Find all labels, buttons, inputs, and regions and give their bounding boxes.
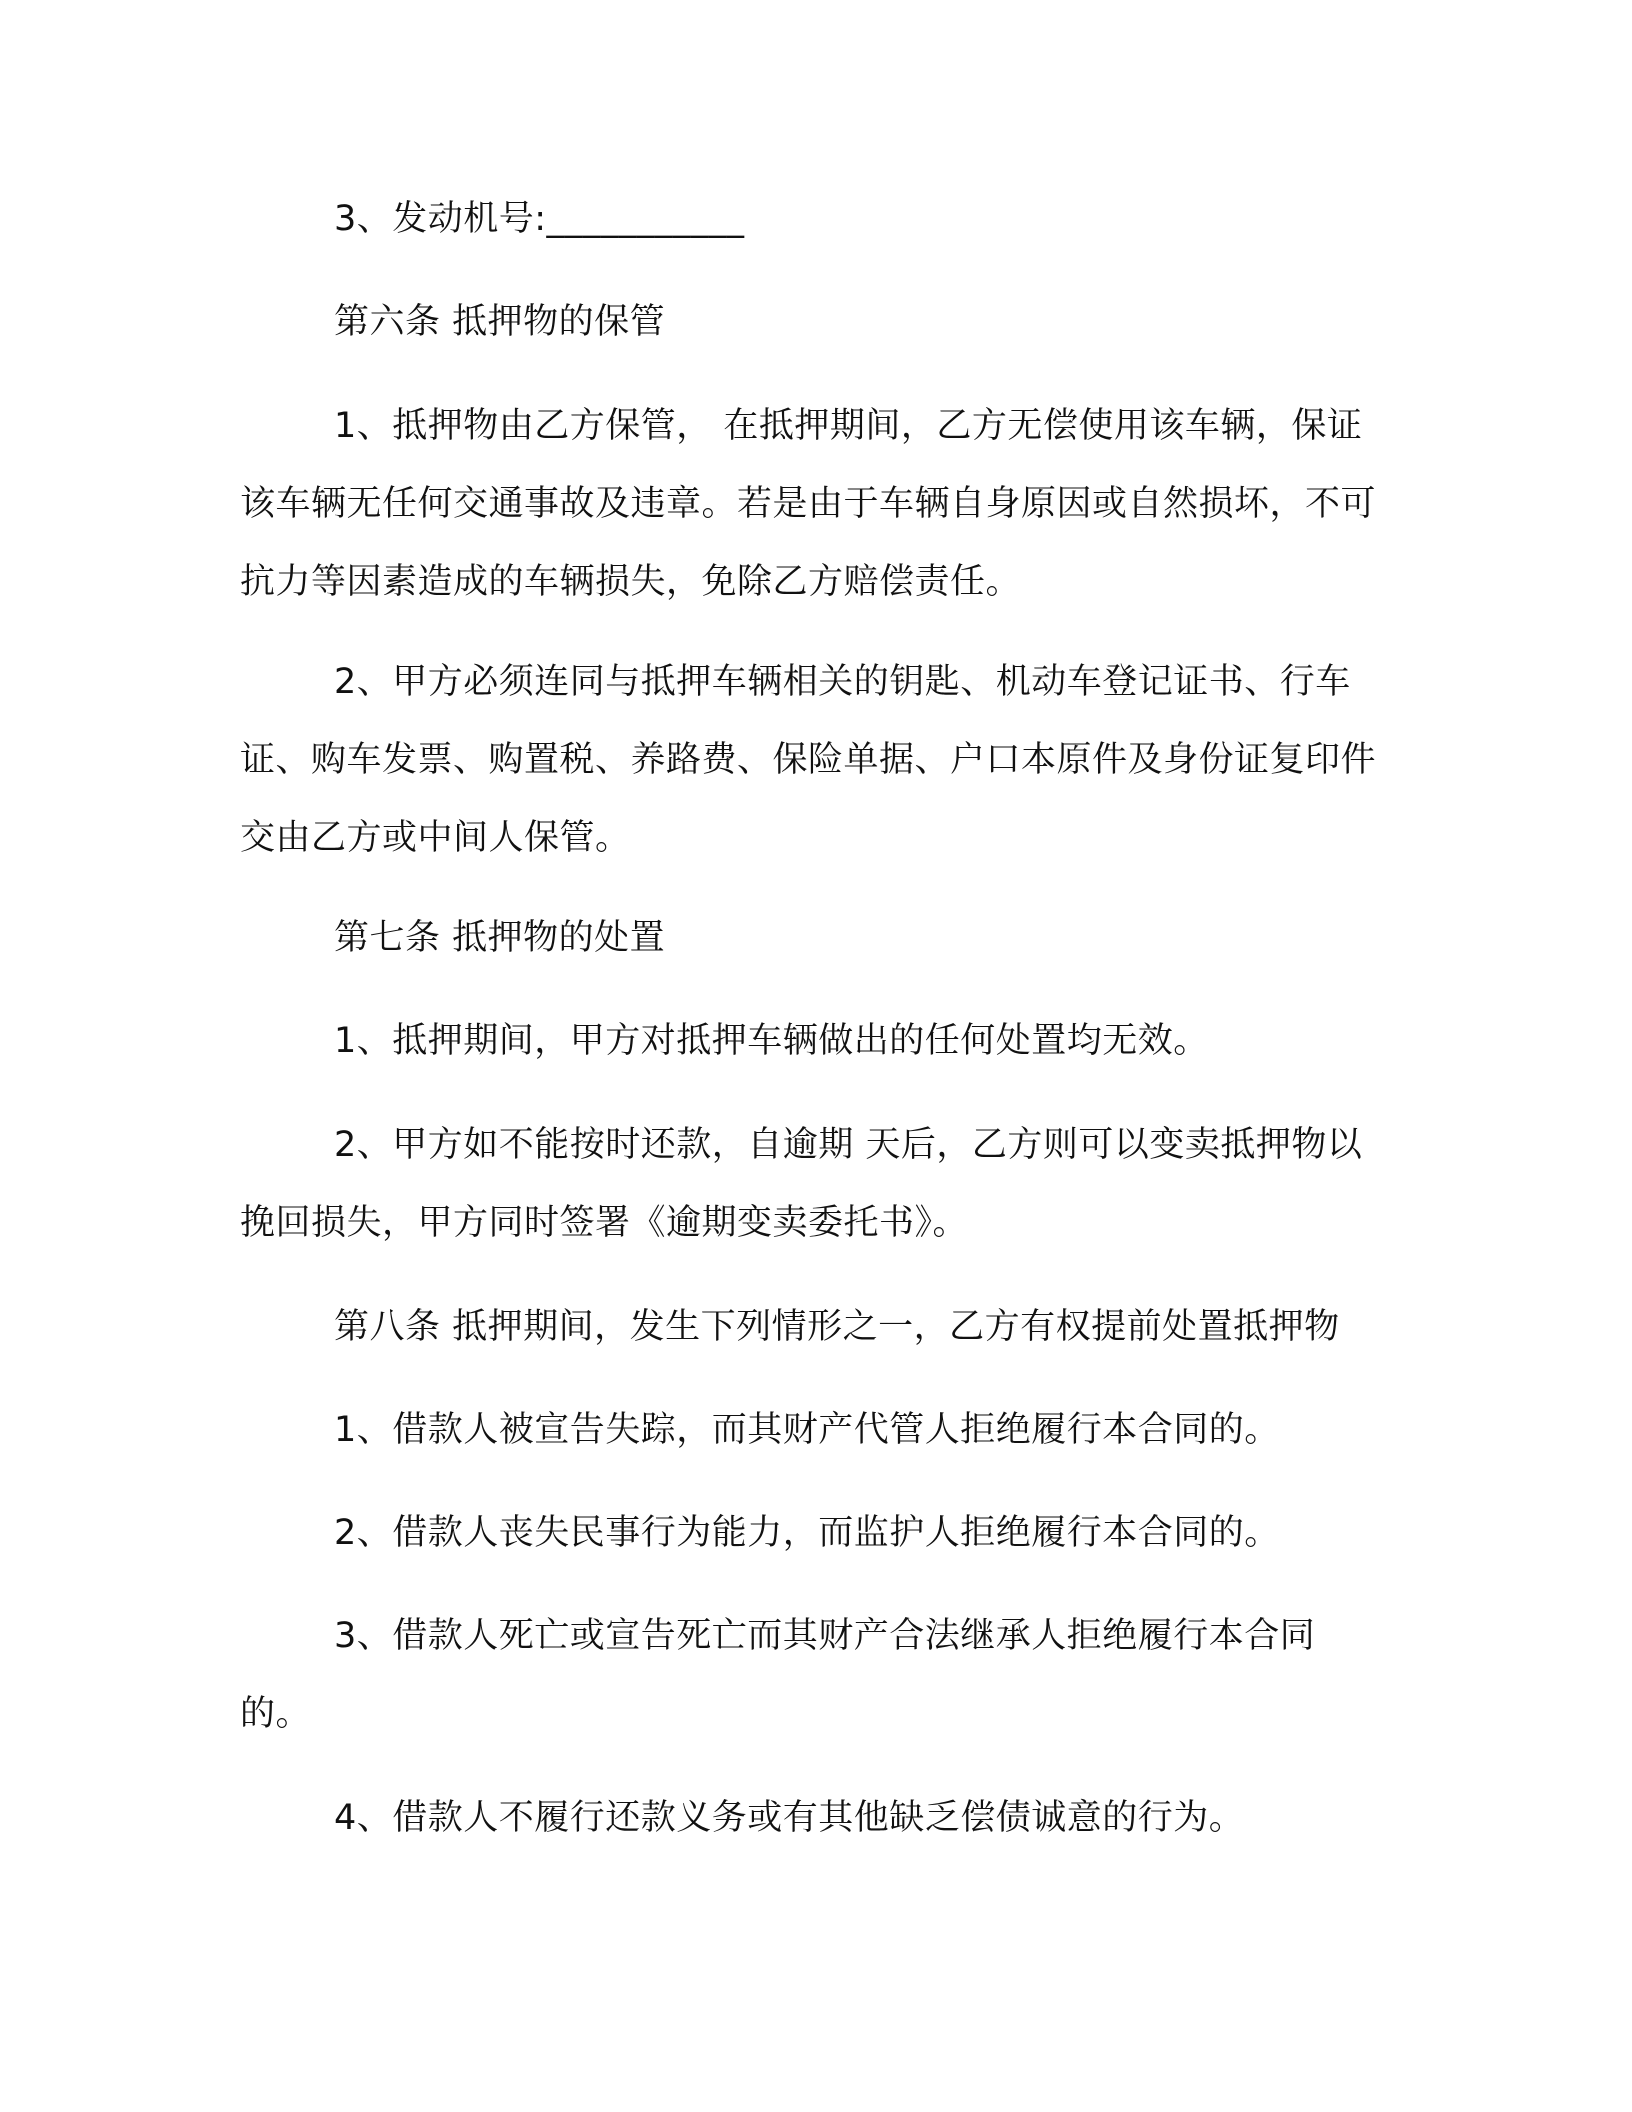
article-6-clause-1: 1、抵押物由乙方保管， 在抵押期间，乙方无偿使用该车辆，保证该车辆无任何交通事故及违章。若是由于车辆自身原因或自然损坏，不可抗力等因素造成的车辆损失，免除乙方赔偿责任。 bbox=[240, 406, 1377, 602]
article-8-clause-1: 1、借款人被宣告失踪，而其财产代管人拒绝履行本合同的。 bbox=[334, 1410, 1280, 1450]
article-8-clause-3: 3、借款人死亡或宣告死亡而其财产合法继承人拒绝履行本合同的。 bbox=[240, 1616, 1316, 1734]
article-8-clause-4: 4、借款人不履行还款义务或有其他缺乏偿债诚意的行为。 bbox=[334, 1798, 1245, 1838]
article-8-heading: 第八条 抵押期间，发生下列情形之一，乙方有权提前处置抵押物 bbox=[334, 1307, 1340, 1347]
article-7-clause-1: 1、抵押期间，甲方对抵押车辆做出的任何处置均无效。 bbox=[334, 1021, 1209, 1061]
engine-number-line: 3、发动机号:___________ bbox=[334, 199, 745, 239]
article-6-heading: 第六条 抵押物的保管 bbox=[334, 302, 666, 342]
article-6-clause-2: 2、甲方必须连同与抵押车辆相关的钥匙、机动车登记证书、行车证、购车发票、购置税、养路费、保险单据、户口本原件及身份证复印件交由乙方或中间人保管。 bbox=[240, 662, 1377, 858]
article-7-heading: 第七条 抵押物的处置 bbox=[334, 918, 666, 958]
article-8-clause-2: 2、借款人丧失民事行为能力，而监护人拒绝履行本合同的。 bbox=[334, 1513, 1280, 1553]
article-7-clause-2: 2、甲方如不能按时还款，自逾期 天后，乙方则可以变卖抵押物以挽回损失，甲方同时签署《逾期变卖委托书》。 bbox=[240, 1125, 1363, 1243]
